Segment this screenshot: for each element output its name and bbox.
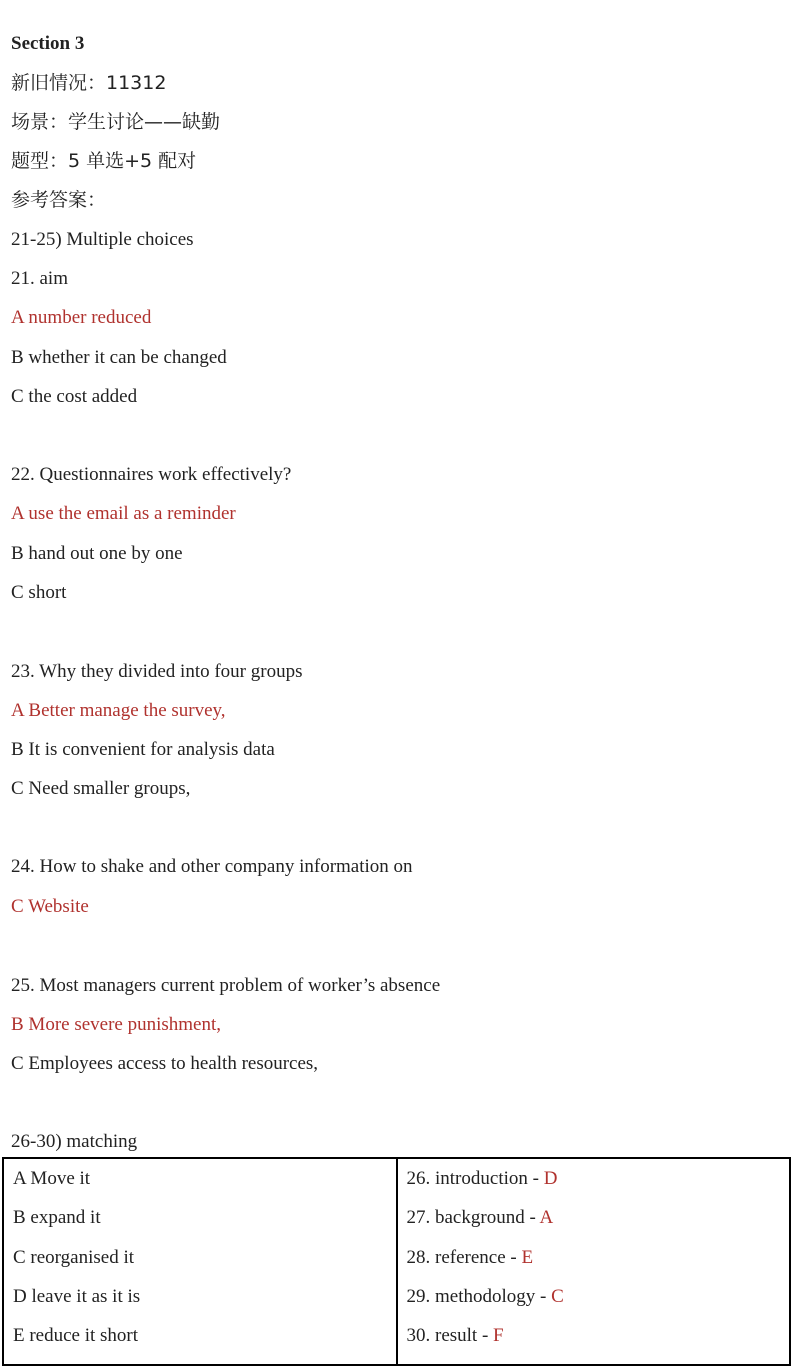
matching-option: C reorganised it — [13, 1246, 135, 1268]
q23-option-c: C Need smaller groups, — [11, 778, 191, 799]
matching-option: A Move it — [13, 1168, 91, 1189]
q25-option-c: C Employees access to health resources, — [11, 1053, 319, 1074]
question-22: 22. Questionnaires work effectively? — [11, 464, 292, 485]
matching-answer-letter: D — [543, 1168, 558, 1189]
matching-answer-label: 30. result - — [406, 1325, 494, 1347]
question-21: 21. aim — [11, 268, 68, 289]
scene-info: 场景：学生讨论——缺勤 — [11, 111, 221, 133]
matching-answer-row — [407, 1325, 790, 1364]
q22-option-a-correct: A use the email as a reminder — [11, 503, 236, 524]
q22-option-c: C short — [11, 582, 67, 603]
q21-option-b: B whether it can be changed — [11, 347, 227, 368]
matching-answer-label: 28. reference - — [406, 1246, 522, 1268]
q24-option-c-correct: C Website — [11, 896, 89, 917]
matching-heading: 26-30) matching — [11, 1131, 138, 1152]
q25-option-b-correct: B More severe punishment, — [11, 1014, 222, 1035]
matching-answer-label: 29. methodology - — [406, 1285, 552, 1307]
question-type-info: 题型：5 单选+5 配对 — [11, 150, 197, 172]
matching-table — [2, 1157, 791, 1366]
question-23: 23. Why they divided into four groups — [11, 661, 303, 682]
matching-options-column — [3, 1158, 397, 1365]
matching-answer-label: 27. background - — [406, 1207, 540, 1229]
novelty-info: 新旧情况：11312 — [11, 72, 167, 94]
answers-heading: 参考答案： — [11, 189, 107, 211]
matching-answer-letter: E — [521, 1246, 534, 1268]
matching-answer-row — [407, 1247, 790, 1286]
q22-option-b: B hand out one by one — [11, 543, 183, 564]
matching-option: E reduce it short — [13, 1325, 139, 1347]
matching-option: D leave it as it is — [13, 1285, 141, 1307]
matching-answer-letter: A — [539, 1207, 554, 1229]
matching-answer-letter: C — [551, 1285, 564, 1307]
section-title: Section 3 — [11, 33, 85, 54]
q21-option-a-correct: A number reduced — [11, 307, 152, 328]
q21-option-c: C the cost added — [11, 386, 138, 407]
question-25: 25. Most managers current problem of worker’s absence — [11, 975, 441, 996]
matching-answer-row — [407, 1168, 790, 1207]
matching-answer-label: 26. introduction - — [406, 1168, 544, 1189]
matching-option: B expand it — [13, 1207, 101, 1229]
mc-heading: 21-25) Multiple choices — [11, 229, 194, 250]
matching-answers-column — [397, 1158, 791, 1365]
q23-option-b: B It is convenient for analysis data — [11, 739, 275, 760]
q23-option-a-correct: A Better manage the survey, — [11, 700, 226, 721]
question-24: 24. How to shake and other company information on — [11, 856, 413, 877]
matching-answer-row — [407, 1286, 790, 1325]
matching-answer-letter: F — [493, 1325, 504, 1347]
matching-answer-row — [407, 1207, 790, 1246]
